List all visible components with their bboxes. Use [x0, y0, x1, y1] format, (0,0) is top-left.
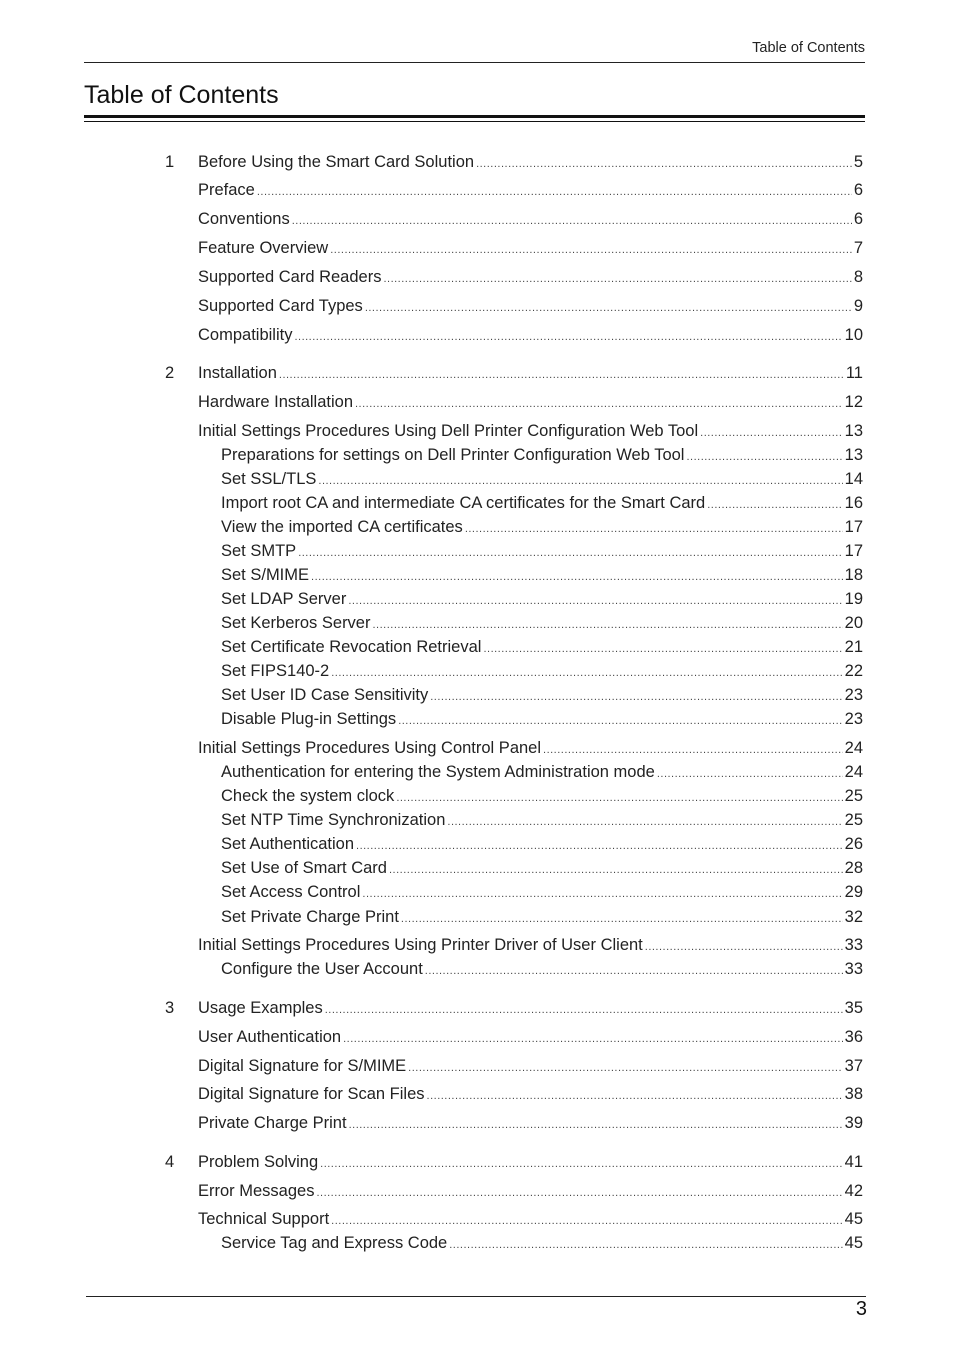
- toc-subentry[interactable]: [221, 1234, 863, 1256]
- toc-entry-label: Set Use of Smart Card: [221, 859, 387, 877]
- dot-leader: [292, 210, 852, 229]
- chapter-number: 2: [165, 364, 175, 382]
- toc-entry[interactable]: [198, 1114, 863, 1136]
- dot-leader: [401, 908, 843, 927]
- dot-leader: [449, 1234, 842, 1253]
- toc-entry-page: 23: [844, 686, 863, 704]
- toc-entry[interactable]: [198, 1028, 863, 1050]
- toc-entry-page: 39: [844, 1114, 863, 1132]
- dot-leader: [645, 936, 843, 955]
- toc-entry-page: 28: [844, 859, 863, 877]
- dot-leader: [686, 446, 842, 465]
- chapter-number: 4: [165, 1153, 175, 1171]
- toc-entry-page: 22: [844, 662, 863, 680]
- toc-entry[interactable]: [198, 393, 863, 415]
- toc-entry-page: 19: [844, 590, 863, 608]
- dot-leader: [447, 811, 842, 830]
- dot-leader: [331, 662, 842, 681]
- toc-entry-label: Technical Support: [198, 1210, 330, 1228]
- toc-entry-page: 37: [844, 1057, 863, 1075]
- toc-entry-label: Initial Settings Procedures Using Dell Printer Configuration Web Tool: [198, 422, 699, 440]
- toc-entry-label: Initial Settings Procedures Using Printer Driver of User Client: [198, 936, 643, 954]
- dot-leader: [427, 1085, 843, 1104]
- toc-entry[interactable]: [198, 364, 863, 386]
- toc-entry-label: Set S/MIME: [221, 566, 310, 584]
- toc-entry-label: Feature Overview: [198, 239, 329, 257]
- toc-entry-page: 25: [844, 811, 863, 829]
- toc-entry-label: Compatibility: [198, 326, 293, 344]
- toc-subentry[interactable]: [221, 590, 863, 612]
- toc-entry[interactable]: [198, 936, 863, 958]
- toc-entry-page: 42: [844, 1182, 863, 1200]
- toc-entry[interactable]: [198, 999, 863, 1021]
- toc-entry-page: 24: [844, 763, 863, 781]
- toc-subentry[interactable]: [221, 518, 863, 540]
- toc-entry[interactable]: [198, 181, 863, 203]
- toc-entry-label: Supported Card Readers: [198, 268, 382, 286]
- toc-entry-label: Preparations for settings on Dell Printer Configuration Web Tool: [221, 446, 685, 464]
- toc-subentry[interactable]: [221, 566, 863, 588]
- toc-entry-page: 7: [853, 239, 863, 257]
- toc-entry[interactable]: [198, 153, 863, 175]
- toc-subentry[interactable]: [221, 542, 863, 564]
- dot-leader: [425, 960, 843, 979]
- toc-subentry[interactable]: [221, 787, 863, 809]
- toc-entry-label: Service Tag and Express Code: [221, 1234, 448, 1252]
- toc-entry-page: 20: [844, 614, 863, 632]
- toc-entry-label: Problem Solving: [198, 1153, 319, 1171]
- dot-leader: [343, 1028, 843, 1047]
- toc-entry-page: 13: [844, 422, 863, 440]
- toc-entry-label: Set SSL/TLS: [221, 470, 317, 488]
- toc-entry-page: 25: [844, 787, 863, 805]
- toc-entry-page: 13: [844, 446, 863, 464]
- dot-leader: [657, 763, 843, 782]
- dot-leader: [398, 710, 842, 729]
- title-rule-thick: [84, 115, 865, 118]
- toc-entry-page: 11: [845, 364, 863, 382]
- dot-leader: [311, 566, 843, 585]
- dot-leader: [389, 859, 843, 878]
- dot-leader: [476, 153, 852, 172]
- toc-subentry[interactable]: [221, 811, 863, 833]
- toc-entry[interactable]: [198, 210, 863, 232]
- chapter-number: 3: [165, 999, 175, 1017]
- footer-rule: [86, 1296, 866, 1297]
- header-rule: [84, 62, 865, 63]
- toc-entry-label: View the imported CA certificates: [221, 518, 463, 536]
- dot-leader: [294, 326, 842, 345]
- toc-entry-label: Initial Settings Procedures Using Control Panel: [198, 739, 542, 757]
- dot-leader: [707, 494, 842, 513]
- toc-entry-label: Private Charge Print: [198, 1114, 347, 1132]
- toc-subentry[interactable]: [221, 470, 863, 492]
- toc-entry-page: 9: [853, 297, 863, 315]
- toc-entry-label: Check the system clock: [221, 787, 395, 805]
- dot-leader: [316, 1182, 842, 1201]
- dot-leader: [365, 297, 852, 316]
- toc-entry[interactable]: [198, 1085, 863, 1107]
- toc-entry-page: 17: [844, 518, 863, 536]
- toc-subentry[interactable]: [221, 494, 863, 516]
- dot-leader: [356, 835, 843, 854]
- toc-entry-label: Set Kerberos Server: [221, 614, 371, 632]
- toc-entry-page: 26: [844, 835, 863, 853]
- dot-leader: [348, 590, 842, 609]
- toc-entry-page: 45: [844, 1234, 863, 1252]
- toc-subentry[interactable]: [221, 662, 863, 684]
- dot-leader: [355, 393, 843, 412]
- toc-entry-page: 5: [853, 153, 863, 171]
- toc-entry[interactable]: [198, 1210, 863, 1232]
- toc-entry[interactable]: [198, 268, 863, 290]
- toc-entry-label: Set User ID Case Sensitivity: [221, 686, 429, 704]
- page-title: Table of Contents: [84, 81, 279, 109]
- toc-entry-label: Configure the User Account: [221, 960, 423, 978]
- toc-entry-label: Preface: [198, 181, 255, 199]
- toc-subentry[interactable]: [221, 835, 863, 857]
- dot-leader: [320, 1153, 843, 1172]
- toc-entry-page: 6: [853, 210, 863, 228]
- chapter-number: 1: [165, 153, 175, 171]
- toc-entry[interactable]: [198, 1057, 863, 1079]
- toc-subentry[interactable]: [221, 686, 863, 708]
- toc-entry[interactable]: [198, 739, 863, 761]
- toc-entry-page: 24: [844, 739, 863, 757]
- toc-subentry[interactable]: [221, 446, 863, 468]
- toc-entry-page: 29: [844, 883, 863, 901]
- toc-entry-page: 8: [853, 268, 863, 286]
- toc-entry-label: Set Access Control: [221, 883, 361, 901]
- toc-entry-label: Set FIPS140-2: [221, 662, 330, 680]
- dot-leader: [383, 268, 851, 287]
- toc-entry[interactable]: [198, 1153, 863, 1175]
- toc-entry-label: Set Authentication: [221, 835, 355, 853]
- dot-leader: [279, 364, 844, 383]
- toc-entry-page: 32: [844, 908, 863, 926]
- toc-entry-page: 33: [844, 936, 863, 954]
- dot-leader: [362, 883, 842, 902]
- toc-entry-label: User Authentication: [198, 1028, 342, 1046]
- dot-leader: [372, 614, 842, 633]
- toc-entry[interactable]: [198, 239, 863, 261]
- toc-entry-page: 41: [844, 1153, 863, 1171]
- toc-entry-label: Disable Plug-in Settings: [221, 710, 397, 728]
- dot-leader: [465, 518, 843, 537]
- title-rule-thin: [84, 121, 865, 122]
- toc-entry-label: Set NTP Time Synchronization: [221, 811, 446, 829]
- toc-entry-label: Installation: [198, 364, 277, 382]
- dot-leader: [483, 638, 842, 657]
- toc-entry-page: 23: [844, 710, 863, 728]
- dot-leader: [430, 686, 842, 705]
- toc-entry-label: Usage Examples: [198, 999, 323, 1017]
- toc-subentry[interactable]: [221, 763, 863, 785]
- toc-subentry[interactable]: [221, 908, 863, 930]
- toc-entry-page: 45: [844, 1210, 863, 1228]
- toc-entry-page: 17: [844, 542, 863, 560]
- toc-entry-page: 16: [844, 494, 863, 512]
- dot-leader: [331, 1210, 842, 1229]
- toc-entry[interactable]: [198, 422, 863, 444]
- dot-leader: [330, 239, 852, 258]
- toc-entry-label: Supported Card Types: [198, 297, 363, 315]
- toc-entry-label: Set LDAP Server: [221, 590, 347, 608]
- toc-entry-label: Before Using the Smart Card Solution: [198, 153, 475, 171]
- toc-entry[interactable]: [198, 1182, 863, 1204]
- toc-entry-label: Hardware Installation: [198, 393, 353, 411]
- toc-subentry[interactable]: [221, 960, 863, 982]
- toc-entry-label: Conventions: [198, 210, 290, 228]
- toc-entry-label: Set Certificate Revocation Retrieval: [221, 638, 482, 656]
- toc-entry-label: Digital Signature for S/MIME: [198, 1057, 407, 1075]
- dot-leader: [408, 1057, 842, 1076]
- toc-entry-label: Import root CA and intermediate CA certificates for the Smart Card: [221, 494, 706, 512]
- toc-entry-label: Error Messages: [198, 1182, 315, 1200]
- toc-entry-label: Authentication for entering the System Administration mode: [221, 763, 655, 781]
- toc-entry[interactable]: [198, 297, 863, 319]
- toc-entry-label: Set Private Charge Print: [221, 908, 399, 926]
- toc-entry-page: 18: [844, 566, 863, 584]
- toc-subentry[interactable]: [221, 710, 863, 732]
- toc-entry-label: Set SMTP: [221, 542, 297, 560]
- toc-entry-page: 33: [844, 960, 863, 978]
- toc-subentry[interactable]: [221, 638, 863, 660]
- toc-entry-page: 35: [844, 999, 863, 1017]
- toc-entry-label: Digital Signature for Scan Files: [198, 1085, 425, 1103]
- dot-leader: [543, 739, 843, 758]
- toc-subentry[interactable]: [221, 614, 863, 636]
- toc-subentry[interactable]: [221, 883, 863, 905]
- dot-leader: [700, 422, 843, 441]
- toc-entry-page: 21: [844, 638, 863, 656]
- dot-leader: [325, 999, 843, 1018]
- dot-leader: [349, 1114, 843, 1133]
- toc-entry-page: 38: [844, 1085, 863, 1103]
- running-header: Table of Contents: [752, 40, 865, 56]
- dot-leader: [298, 542, 842, 561]
- page-number: 3: [855, 1298, 867, 1320]
- dot-leader: [396, 787, 842, 806]
- toc-entry-page: 14: [844, 470, 863, 488]
- toc-entry-page: 36: [844, 1028, 863, 1046]
- toc-entry[interactable]: [198, 326, 863, 348]
- toc-subentry[interactable]: [221, 859, 863, 881]
- dot-leader: [318, 470, 842, 489]
- dot-leader: [257, 181, 852, 200]
- toc-entry-page: 12: [844, 393, 863, 411]
- toc-entry-page: 10: [844, 326, 863, 344]
- toc-entry-page: 6: [853, 181, 863, 199]
